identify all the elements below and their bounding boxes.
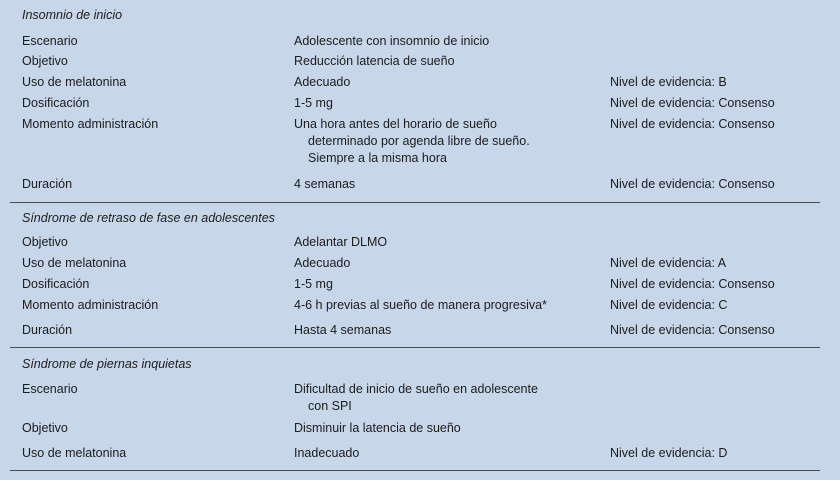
row-evidence: Nivel de evidencia: Consenso <box>610 277 775 291</box>
row-value: Reducción latencia de sueño <box>294 54 455 68</box>
row-evidence: Nivel de evidencia: D <box>610 446 728 460</box>
row-evidence: Nivel de evidencia: Consenso <box>610 117 775 131</box>
row-evidence: Nivel de evidencia: Consenso <box>610 96 775 110</box>
section-divider <box>10 347 820 348</box>
section-title-retraso-fase: Síndrome de retraso de fase en adolescentes <box>22 211 275 225</box>
row-label: Uso de melatonina <box>22 446 127 460</box>
row-label: Objetivo <box>22 235 68 249</box>
row-value-line: con SPI <box>308 399 352 413</box>
row-value: 1-5 mg <box>294 96 333 110</box>
row-label: Escenario <box>22 382 78 396</box>
section-title-piernas-inquietas: Síndrome de piernas inquietas <box>22 357 192 371</box>
row-evidence: Nivel de evidencia: B <box>610 75 727 89</box>
row-value: Inadecuado <box>294 446 360 460</box>
row-label: Dosificación <box>22 277 90 291</box>
row-label: Duración <box>22 323 73 337</box>
row-value <box>294 381 538 415</box>
row-label: Momento administración <box>22 298 159 312</box>
section-divider <box>10 202 820 203</box>
row-evidence: Nivel de evidencia: C <box>610 298 728 312</box>
row-label: Escenario <box>22 34 78 48</box>
table-bottom-rule <box>10 470 820 471</box>
row-value: Adelantar DLMO <box>294 235 388 249</box>
row-value-line: Dificultad de inicio de sueño en adolescente <box>294 382 538 396</box>
row-value-line: Una hora antes del horario de sueño <box>294 117 497 131</box>
row-evidence: Nivel de evidencia: Consenso <box>610 323 775 337</box>
row-label: Momento administración <box>22 117 159 131</box>
row-value <box>294 116 530 167</box>
row-label: Duración <box>22 177 73 191</box>
row-value: 4-6 h previas al sueño de manera progresiva* <box>294 298 547 312</box>
row-evidence: Nivel de evidencia: Consenso <box>610 177 775 191</box>
row-evidence: Nivel de evidencia: A <box>610 256 727 270</box>
row-value: 1-5 mg <box>294 277 333 291</box>
row-label: Objetivo <box>22 54 68 68</box>
row-value: Disminuir la latencia de sueño <box>294 421 461 435</box>
row-value: Adecuado <box>294 75 351 89</box>
row-label: Uso de melatonina <box>22 256 127 270</box>
row-value: Hasta 4 semanas <box>294 323 392 337</box>
row-value: 4 semanas <box>294 177 356 191</box>
row-value-line: determinado por agenda libre de sueño. <box>308 134 530 148</box>
row-value-line: Siempre a la misma hora <box>308 151 447 165</box>
row-value: Adolescente con insomnio de inicio <box>294 34 490 48</box>
row-label: Dosificación <box>22 96 90 110</box>
row-label: Uso de melatonina <box>22 75 127 89</box>
section-title-insomnio: Insomnio de inicio <box>22 8 123 22</box>
row-value: Adecuado <box>294 256 351 270</box>
row-label: Objetivo <box>22 421 68 435</box>
